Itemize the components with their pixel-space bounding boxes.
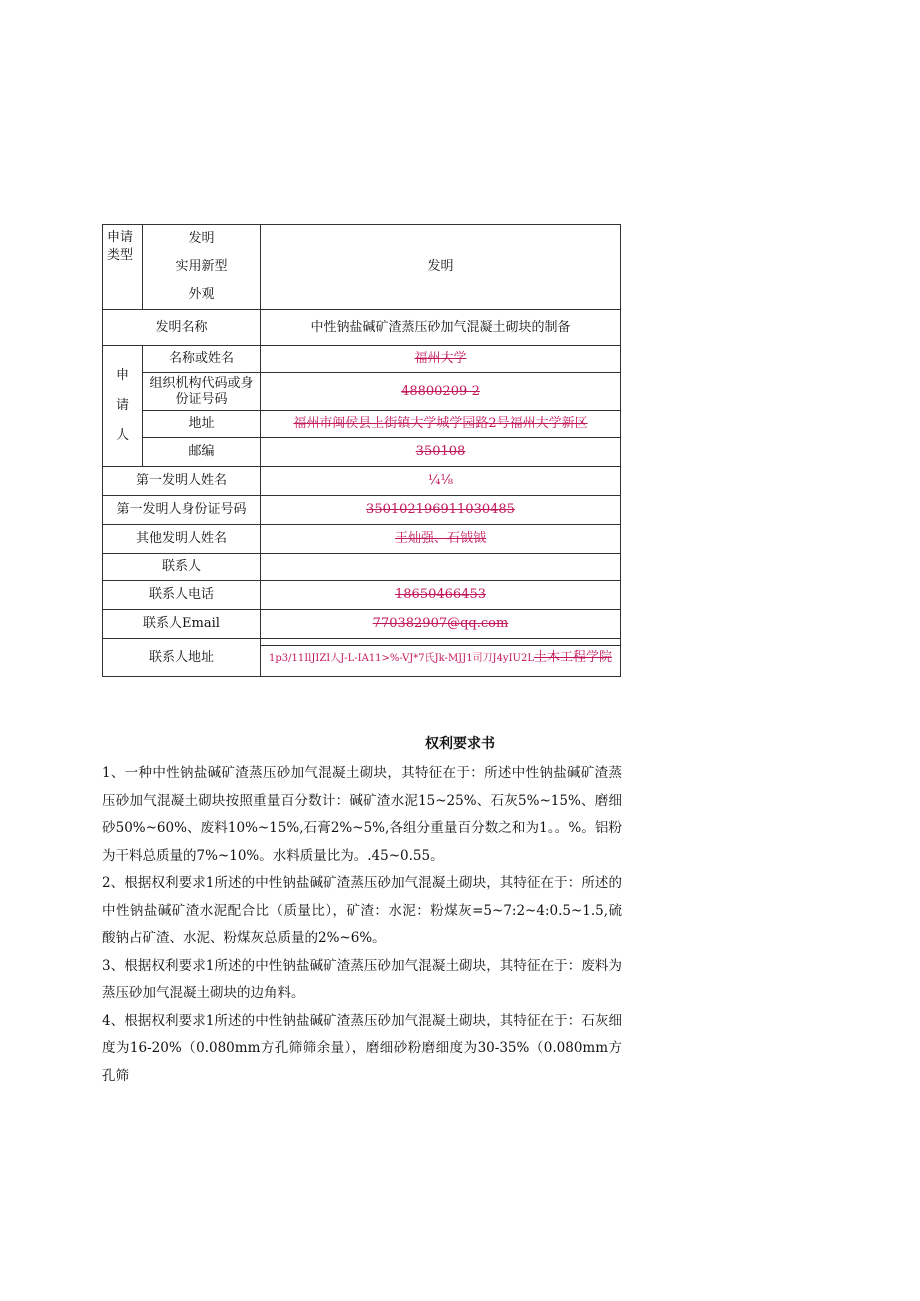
contact-label: 联系人 bbox=[103, 554, 261, 581]
address-label: 地址 bbox=[143, 411, 261, 438]
application-type-value: 发明 bbox=[261, 225, 621, 310]
contact-phone-row bbox=[103, 581, 621, 610]
claim-2: 2、根据权利要求1所述的中性钠盐碱矿渣蒸压砂加气混凝土砌块，其特征在于：所述的中性钠盐碱矿渣水泥配合比（质量比），矿渣：水泥：粉煤灰=5~7:2~4:0.5~1.5,硫酸钠占矿渣、水泥、粉煤灰总质量的2%~6%。 bbox=[102, 875, 622, 946]
contact-address-value bbox=[261, 639, 621, 677]
contact-address-text: 土木工程学院 bbox=[533, 649, 612, 665]
applicant-char-3: 人 bbox=[115, 428, 129, 443]
contact-phone-value bbox=[261, 581, 621, 610]
postcode-text: 350108 bbox=[415, 444, 466, 460]
other-inventors-text: 王灿强、石钺钺 bbox=[394, 531, 486, 547]
contact-email-text: 770382907@qq.com bbox=[372, 616, 509, 632]
address-row bbox=[103, 411, 621, 438]
postcode-row bbox=[103, 438, 621, 467]
org-code-label bbox=[143, 373, 261, 411]
application-type-options bbox=[143, 225, 261, 310]
contact-email-label: 联系人Email bbox=[103, 610, 261, 639]
first-inventor-row bbox=[103, 467, 621, 496]
first-inventor-id-text: 350102196911030485 bbox=[366, 502, 515, 518]
claim-4: 4、根据权利要求1所述的中性钠盐碱矿渣蒸压砂加气混凝土砌块，其特征在于：石灰细度为16-20%（0.080mm方孔筛筛余量），磨细砂粉磨细度为30-35%（0.080mm方孔筛 bbox=[102, 1012, 622, 1084]
name-value bbox=[261, 346, 621, 373]
org-code-row bbox=[103, 373, 621, 411]
contact-phone-text: 18650466453 bbox=[395, 587, 486, 603]
application-form-table bbox=[102, 224, 621, 677]
first-inventor-id-label: 第一发明人身份证号码 bbox=[103, 496, 261, 525]
contact-row bbox=[103, 554, 621, 581]
contact-email-value bbox=[261, 610, 621, 639]
contact-email-row bbox=[103, 610, 621, 639]
address-value bbox=[261, 411, 621, 438]
first-inventor-label: 第一发明人姓名 bbox=[103, 467, 261, 496]
claims-body bbox=[102, 760, 622, 1090]
contact-phone-label: 联系人电话 bbox=[103, 581, 261, 610]
postcode-label: 邮编 bbox=[143, 438, 261, 467]
application-type-row bbox=[103, 225, 621, 310]
first-inventor-id-row bbox=[103, 496, 621, 525]
org-code-label-line1: 组织机构代码或身 bbox=[149, 375, 254, 391]
first-inventor-id-value bbox=[261, 496, 621, 525]
name-text: 福州大学 bbox=[414, 351, 467, 367]
postcode-value bbox=[261, 438, 621, 467]
option-utility-model: 实用新型 bbox=[175, 259, 228, 274]
claim-3: 3、根据权利要求1所述的中性钠盐碱矿渣蒸压砂加气混凝土砌块，其特征在于：废料为蒸压砂加气混凝土砌块的边角料。 bbox=[102, 957, 622, 1001]
org-code-text: 48800209-2 bbox=[401, 383, 480, 399]
applicant-char-1: 申 bbox=[115, 368, 129, 383]
org-code-label-line2: 份证号码 bbox=[175, 391, 228, 407]
contact-address-label: 联系人地址 bbox=[103, 639, 261, 677]
address-text: 福州市闽侯县上街镇大学城学园路2号福州大学新区 bbox=[293, 416, 588, 432]
option-design: 外观 bbox=[188, 287, 215, 302]
applicant-char-2: 请 bbox=[115, 398, 129, 413]
claims-title: 权利要求书 bbox=[425, 736, 495, 752]
contact-address-row bbox=[103, 639, 621, 677]
option-invention: 发明 bbox=[188, 231, 215, 246]
applicant-name-row bbox=[103, 346, 621, 373]
org-code-value bbox=[261, 373, 621, 411]
other-inventors-value bbox=[261, 525, 621, 554]
cell-divider bbox=[261, 639, 620, 646]
first-inventor-text: ¼⅛ bbox=[427, 473, 454, 489]
invention-name-row bbox=[103, 310, 621, 346]
contact-value bbox=[261, 554, 621, 581]
invention-name-label: 发明名称 bbox=[103, 310, 261, 346]
name-label: 名称或姓名 bbox=[143, 346, 261, 373]
claim-1: 1、一种中性钠盐碱矿渣蒸压砂加气混凝土砌块，其特征在于：所述中性钠盐碱矿渣蒸压砂加气混凝土砌块按照重量百分数计：碱矿渣水泥15~25%、石灰5%~15%、磨细砂50%~60%、废料10%~15%,石膏2%~5%,各组分重量百分数之和为1。。%。铝粉为干料总质量的7%~10%。水料质量比为。.45~0.55。 bbox=[102, 765, 622, 864]
other-inventors-row bbox=[103, 525, 621, 554]
invention-name-value: 中性钠盐碱矿渣蒸压砂加气混凝土砌块的制备 bbox=[261, 310, 621, 346]
contact-address-garbled: 1p3/11IlJIZI人J-L-IA11>%-VJ*7氏Jk-MJJ1司刀J4yIU2L bbox=[269, 652, 534, 664]
applicant-group-label bbox=[103, 346, 143, 467]
other-inventors-label: 其他发明人姓名 bbox=[103, 525, 261, 554]
application-type-label: 申请类型 bbox=[103, 225, 143, 310]
first-inventor-value bbox=[261, 467, 621, 496]
